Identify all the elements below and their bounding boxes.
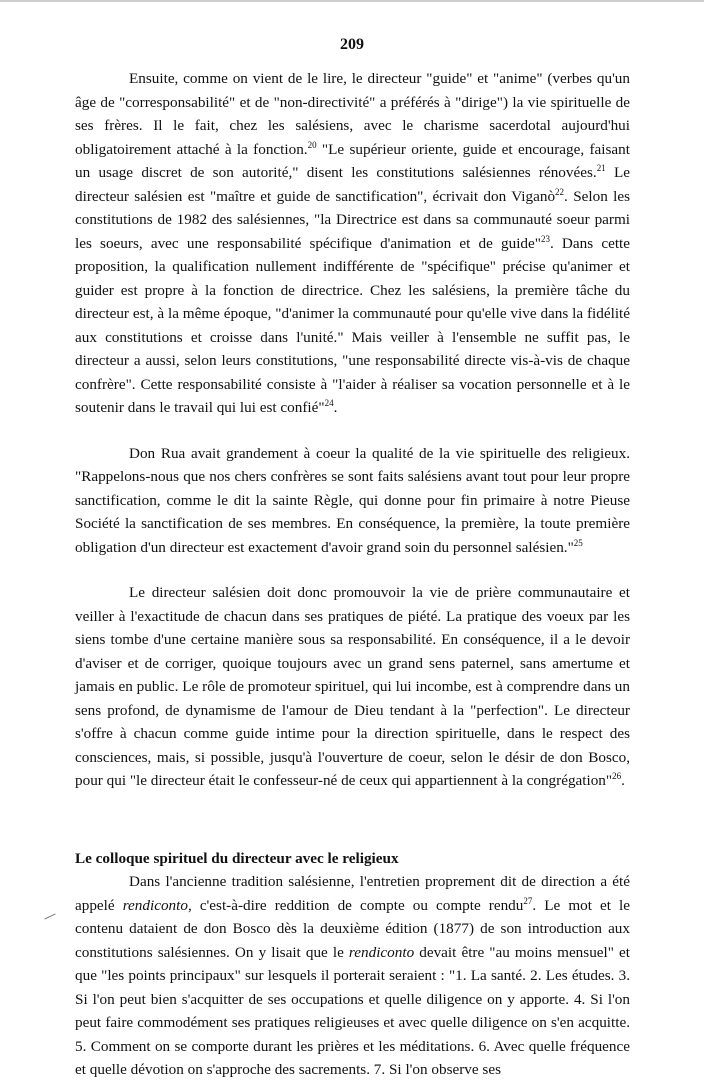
text-run: , c'est-à-dire reddition de compte ou compte rendu [187,896,524,914]
page-body [75,67,630,1082]
top-rule [0,0,704,2]
text-run: Dans l'ancienne tradition salésienne, l'entretien proprement dit de direction a été appelé [75,873,630,914]
margin-pen-mark [44,914,55,920]
footnote-ref-25: 25 [573,537,583,548]
paragraph-2 [75,442,630,560]
paragraph-1 [75,67,630,420]
footnote-ref-22: 22 [555,186,565,197]
text-run: Ensuite, comme on vient de le lire, le directeur "guide" et "anime" (verbes qu'un âge de "corresponsabilité" et de "non-directivité" a préférés à "dirige") la vie spirituelle de ses frères. Il le fait, chez les salésiens, avec le charisme sacerdotal aujourd'hui obligatoirement attaché à la fonction. [75,70,630,158]
text-run: . Selon les constitutions de 1982 des salésiennes, "la Directrice est dans sa communauté soeur parmi les soeurs, avec une responsabilité spécifique d'animation et de guide" [75,187,630,252]
text-run: . [621,772,625,789]
footnote-ref-24: 24 [324,397,334,408]
text-run: Le directeur salésien est "maître et guide de sanctification", écrivait don Viganò [75,164,630,205]
text-run: devait être "au moins mensuel" et que "les points principaux" sur lesquels il porterait seraient : "1. La santé. 2. Les études. 3. Si l'on peut bien s'acquitter de ses occupations et quelle diligence on y apporte. 4. Si l'on peut faire commodément ses pratiques religieuses et avec quelle diligence on s'en acquitte. 5. Comment on se comporte durant les prières et les méditations. 6. Avec quelle fréquence et quelle dévotion on s'approche des sacrements. 7. Si l'on observe ses [75,943,630,1078]
footnote-ref-21: 21 [596,162,606,173]
footnote-ref-20: 20 [307,139,317,150]
page-number: 209 [340,36,364,53]
paragraph-3 [75,581,630,793]
italic-term: rendiconto [348,943,415,961]
italic-term: rendiconto [122,896,188,914]
text-run: . Dans cette proposition, la qualification nullement indifférente de "spécifique" précise qu'animer et guider est propre à la fonction de directrice. Chez les salésiens, la première tâche du directeur est, à la même époque, "d'animer la communauté pour qu'elle vive dans la fidélité aux constitutions et croisse dans l'unité." Mais veiller à l'ensemble ne suffit pas, le directeur a aussi, selon leurs constitutions, "une responsabilité directe vis-à-vis de chaque confrère". Cette responsabilité consiste à "l'aider à réaliser sa vocation personnelle et à le soutenir dans le travail qui lui est confié" [75,234,630,416]
text-run: Don Rua avait grandement à coeur la qualité de la vie spirituelle des religieux. "Rappelons-nous que nos chers confrères se sont faits salésiens avant tout pour leur propre sanctification, comme le dit la sainte Règle, qui donne pour fin primaire à notre Pieuse Société la sanctification de ses membres. En conséquence, la première, la toute première obligation d'un directeur est exactement d'avoir grand soin du personnel salésien." [75,444,630,556]
text-run: . [333,399,338,416]
paragraph-4 [75,870,630,1082]
text-run: Le directeur salésien doit donc promouvoir la vie de prière communautaire et veiller à l'exactitude de chacun dans ses pratiques de piété. La pratique des voeux par les siens tombe d'une certaine manière sous sa responsabilité. En conséquence, il a le devoir d'aviser et de corriger, quoique toujours avec un grand sens paternel, sans amertume et jamais en public. Le rôle de promoteur spirituel, qui lui incombe, est à comprendre dans un sens profond, de dynamisme de l'amour de Dieu tendant à la "perfection". Le directeur s'offre à chacun comme guide intime pour la direction spirituelle, dans le respect des consciences, mais, si possible, jusqu'à l'ouverture de coeur, selon le désir de don Bosco, pour qui "le directeur était le confesseur-né de ceux qui appartiennent à la congrégation" [75,584,630,789]
footnote-ref-27: 27 [523,895,533,906]
footnote-ref-26: 26 [612,770,622,781]
section-heading: Le colloque spirituel du directeur avec le religieux [75,849,399,867]
text-run: "Le supérieur oriente, guide et encourage, faisant un usage discret de son autorité," disent les constitutions salésiennes rénovées. [75,140,630,181]
text-run: . Le mot et le contenu dataient de don Bosco dès la deuxième édition (1877) de son introduction aux constitutions salésiennes. On y lisait que le [75,896,630,961]
footnote-ref-23: 23 [540,233,550,244]
